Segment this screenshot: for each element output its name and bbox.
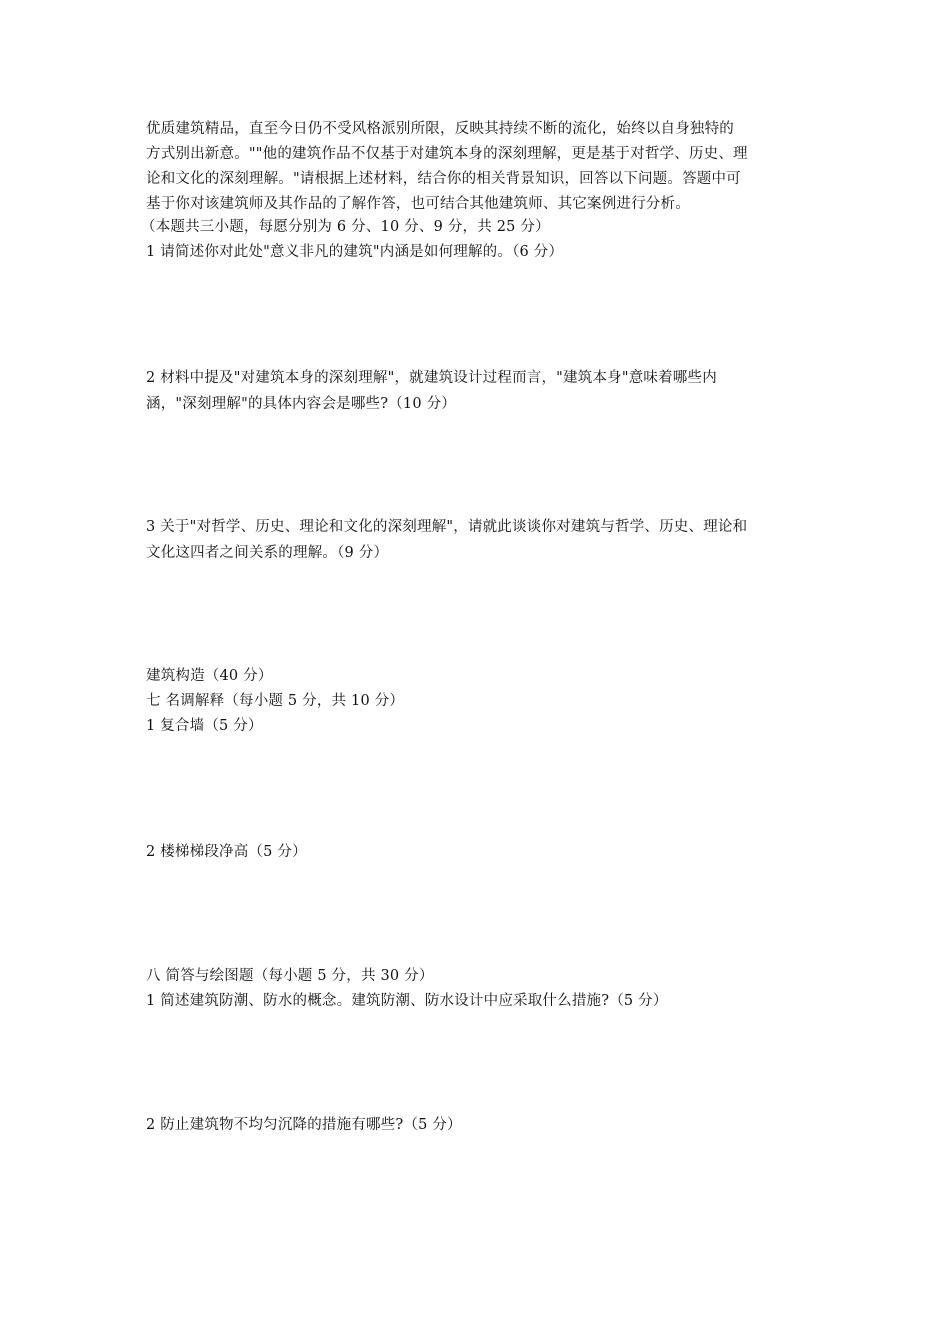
section-7-heading: 七 名调解释（每小题 5 分，共 10 分） [146, 693, 405, 709]
intro-line-1: 优质建筑精品，直至今日仍不受风格派别所限，反映其持续不断的流化，始终以自身独特的 [146, 121, 734, 137]
section-7-question-2: 2 楼梯梯段净高（5 分） [146, 844, 307, 860]
section-8-question-1: 1 简述建筑防潮、防水的概念。建筑防潮、防水设计中应采取什么措施?（5 分） [146, 993, 668, 1009]
question-2-line-2: 涵，"深刻理解"的具体内容会是哪些?（10 分） [146, 396, 456, 412]
section-heading-construction: 建筑构造（40 分） [146, 668, 273, 684]
section-7-question-1: 1 复合墙（5 分） [146, 718, 263, 734]
intro-line-4: 基于你对该建筑师及其作品的了解作答，也可结合其他建筑师、其它案例进行分析。 [146, 196, 690, 212]
score-note: （本题共三小题，每愿分别为 6 分、10 分、9 分，共 25 分） [141, 219, 550, 235]
intro-line-2: 方式别出新意。""他的建筑作品不仅基于对建筑本身的深刻理解，更是基于对哲学、历史、理 [146, 146, 748, 162]
question-3-line-1: 3 关于"对哲学、历史、理论和文化的深刻理解"，请就此谈谈你对建筑与哲学、历史、理论和 [146, 519, 748, 535]
question-3-line-2: 文化这四者之间关系的理解。（9 分） [146, 545, 389, 561]
section-8-heading: 八 简答与绘图题（每小题 5 分，共 30 分） [146, 968, 434, 984]
intro-line-3: 论和文化的深刻理解。"请根据上述材料，结合你的相关背景知识，回答以下问题。答题中可 [146, 171, 741, 187]
question-2-line-1: 2 材料中提及"对建筑本身的深刻理解"，就建筑设计过程而言，"建筑本身"意味着哪些内 [146, 370, 717, 386]
section-8-question-2: 2 防止建筑物不均匀沉降的措施有哪些?（5 分） [146, 1117, 462, 1133]
question-1: 1 请简述你对此处"意义非凡的建筑"内涵是如何理解的。（6 分） [146, 244, 564, 260]
